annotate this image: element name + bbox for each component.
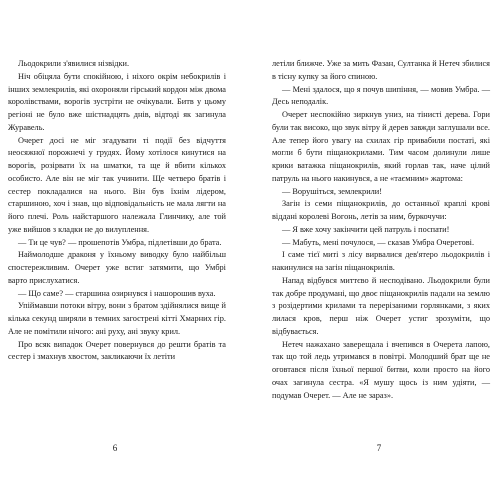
paragraph: Нетеч нажахано заверещала і вчепився в Очерета лапою, так що той ледь утримався в повітрі. Молодший брат ще не оговтався після їхньої першої битви, коли просто на його очах загинула сестра. «Я мушу щось із ним удіяти, — подумав Очерет. — Але не зараз». — [272, 339, 490, 400]
paragraph: — Мені здалося, що я почув шипіння, — мовив Умбра. — Десь неподалік. — [272, 84, 490, 107]
page-number-right: 7 — [376, 443, 382, 453]
paragraph: летіли ближче. Уже за мить Фазан, Султанка й Нетеч збилися в тісну купку за його спиною. — [272, 59, 490, 81]
paragraph: Загін із семи піщанокрилів, до останньої краплі крові віддані королеві Вогонь, летів за ним, буркочучи: — [272, 199, 490, 221]
paragraph: — Мабуть, мені почулося, — сказав Умбра Очеретові. — [282, 237, 475, 247]
paragraph: І саме тієї миті з лісу вирвалися дев'ятеро льодокрилів і накинулися на загін піщанокрилів. — [272, 250, 490, 272]
paragraph: Очерет досі не міг згадувати ті події без відчуття неосяжної порожнечі у грудях. Йому хотілося кинутися на ворогів, розірвати їх на шматки, та ще й вбити кількох особисто. Але він не міг так учинити. Ще четверо братів і сестер покладалися на нього. Він був їхнім лідером, старшиною, хоч і знав, що відповідальність не мала лягти на його плечі. Роль найстаршого належала Глинчику, але той уже вийшов з кладки не до вилуплення. — [8, 135, 226, 234]
paragraph: — Ти це чув? — прошепотів Умбра, підлетівши до брата. — [18, 237, 222, 247]
paragraph: Ніч обіцяла бути спокійною, і ніхого окрім небокрилів і інших землекрилів, які охороняли гірський кордон між двома королівствами, ворогів зустріти не очікували. Битв у цьому регіоні не було вже шістнадцять днів, відтоді як загинула Журавель. — [8, 71, 226, 132]
paragraph: — Що саме? — старшина озирнувся і нашорошив вуха. — [18, 288, 216, 298]
left-page — [8, 58, 226, 364]
paragraph: — Я вже хочу закінчити цей патруль і поспати! — [282, 224, 450, 234]
paragraph: Упіймавши потоки вітру, вони з братом здійнялися вище й кілька секунд ширяли в темних загострені кітті Хмарних гір. Але не помітили нічого: ані руху, ані звуку крил. — [8, 301, 226, 336]
paragraph: — Ворушіться, землекрили! — [282, 186, 382, 196]
paragraph: Очерет неспокійно зиркнув униз, на тінисті дерева. Гори були так високо, що звук вітру й дерев завжди заглушали все. Але тепер його увагу на схилах гір привабили постаті, які могли б бути піщанокрилами. Тим часом долинули лише крики ватажка піщанокрилів, який горлав так, наче цілий патруль на нього накинувся, а не «таємним» жартома: — [272, 110, 490, 183]
paragraph: Про всяк випадок Очерет повернувся до решти братів та сестер і змахнув хвостом, закликаючи їх летіти — [8, 339, 226, 362]
page-number-left: 6 — [112, 443, 118, 453]
paragraph: Напад відбувся миттєво й несподівано. Льодокрили були так добре продумані, що двоє піщанокрилів падали на землю з розідертими крилами та перерізаними горлянками, з яких лилася кров, перш ніж Очерет устиг зрозуміти, що відбувається. — [272, 275, 490, 336]
paragraph: Наймолодше драконя у їхньому виводку було найбільш спостережливим. Очерет уже встиг затямити, що Умбрі варто прислухатися. — [8, 250, 226, 285]
paragraph: Льодокрили з'явилися нізвідки. — [18, 59, 130, 68]
right-page — [272, 58, 490, 402]
